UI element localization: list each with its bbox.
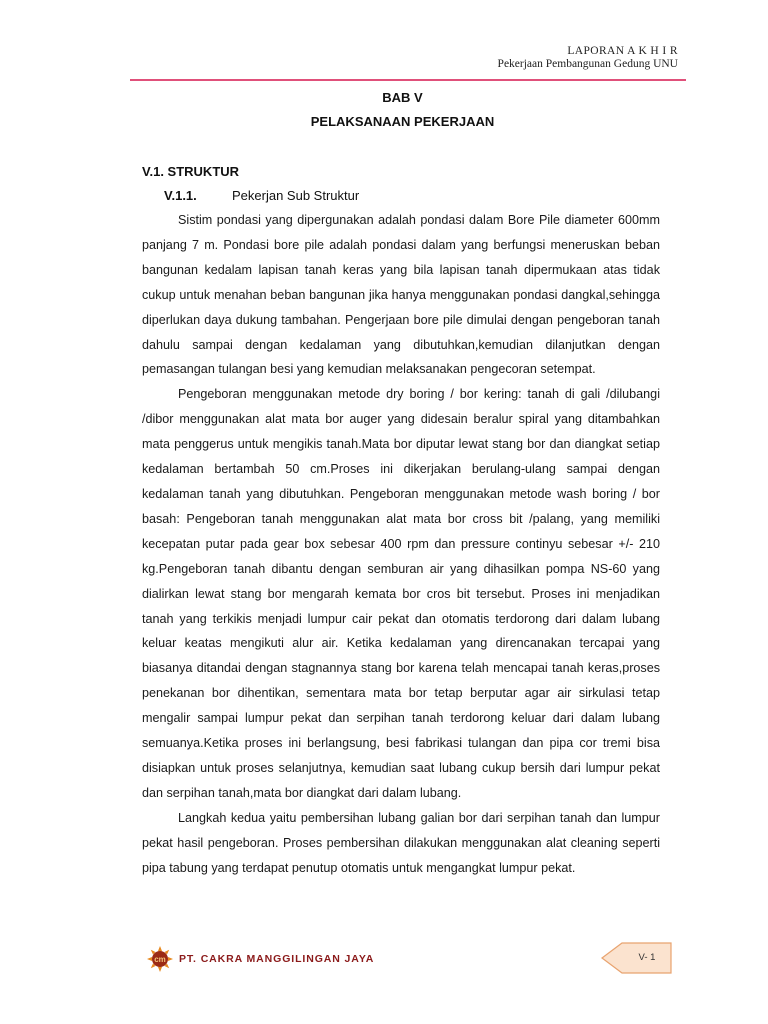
subsection-heading — [164, 188, 359, 203]
svg-text:cm: cm — [154, 955, 166, 964]
chapter-title: PELAKSANAAN PEKERJAAN — [310, 114, 495, 129]
body-text — [142, 208, 660, 880]
running-header — [498, 45, 678, 71]
subsection-title: Pekerjan Sub Struktur — [232, 188, 360, 203]
section-heading: V.1. STRUKTUR — [142, 164, 240, 179]
paragraph: Sistim pondasi yang dipergunakan adalah pondasi dalam Bore Pile diameter 600mm panjang 7 m. Pondasi bore pile adalah pondasi dalam yang berfungsi meneruskan beban bangunan kedalam lapisan tanah keras yang bila lapisan tanah dipermukaan atas tidak cukup untuk menahan beban bangunan jika hanya menggunakan pondasi dangkal,sehingga diperlukan daya dukung tambahan. Pengerjaan bore pile dimulai dengan pengeboran tanah dahulu sampai dengan kedalaman yang dibutuhkan,kemudian dilanjutkan dengan pemasangan tulangan besi yang kemudian melaksanakan pengecoran setempat. — [142, 213, 660, 377]
header-divider — [130, 79, 686, 81]
report-title: LAPORAN A K H I R — [567, 45, 678, 57]
chapter-number: BAB V — [382, 90, 423, 105]
paragraph: Langkah kedua yaitu pembersihan lubang galian bor dari serpihan tanah dan lumpur pekat hasil pengeboran. Proses pembersihan dilakukan menggunakan alat cleaning seperti pipa tabung yang terdapat penutup otomatis untuk mengangkat lumpur pekat. — [142, 810, 660, 875]
company-logo-icon — [147, 946, 173, 972]
page-number-tab — [600, 940, 672, 976]
page-number: V- 1 — [638, 952, 656, 963]
paragraph: Pengeboran menggunakan metode dry boring / bor kering: tanah di gali /dilubangi /dibor menggunakan alat mata bor auger yang didesain beralur spiral yang ditambahkan mata penggerus untuk mengikis tanah.Mata bor diputar lewat stang bor dan diangkat setiap kedalaman bertambah 50 cm.Proses ini dikerjakan berulang-ulang sampai dengan kedalaman tanah yang dibutuhkan. Pengeboran menggunakan metode wash boring / bor basah: Pengeboran tanah menggunakan alat mata bor cross bit /palang, yang memiliki kecepatan putar pada gear box sebesar 400 rpm dan pressure continyu sebesar +/- 210 kg.Pengeboran tanah dibantu dengan semburan air yang dihasilkan pompa NS-60 yang dialirkan lewat stang bor mengarah kemata bor cros bit tersebut. Proses ini menjadikan tanah yang terkikis menjadi lumpur cair pekat dan otomatis terdorong dari dalam lubang keluar keatas mengikuti alur air. Ketika kedalaman yang direncanakan tercapai yang biasanya ditandai dengan stagnannya stang bor karena telah mencapai tanah keras,proses penekanan bor dihentikan, sementara mata bor tetap berputar agar air sirkulasi tetap mengalir sampai lumpur pekat dan serpihan tanah terdorong keluar dari dalam lubang semuanya.Ketika proses ini berlangsung, besi fabrikasi tulangan dan pipa cor tremi bisa disiapkan untuk proses selanjutnya, kemudian saat lubang cukup bersih dari lumpur pekat dan serpihan tanah,mata bor diangkat dari dalam lubang. — [142, 387, 660, 800]
company-name: PT. CAKRA MANGGILINGAN JAYA — [179, 953, 375, 965]
project-name: Pekerjaan Pembangunan Gedung UNU — [497, 58, 678, 70]
subsection-number: V.1.1. — [164, 188, 197, 203]
